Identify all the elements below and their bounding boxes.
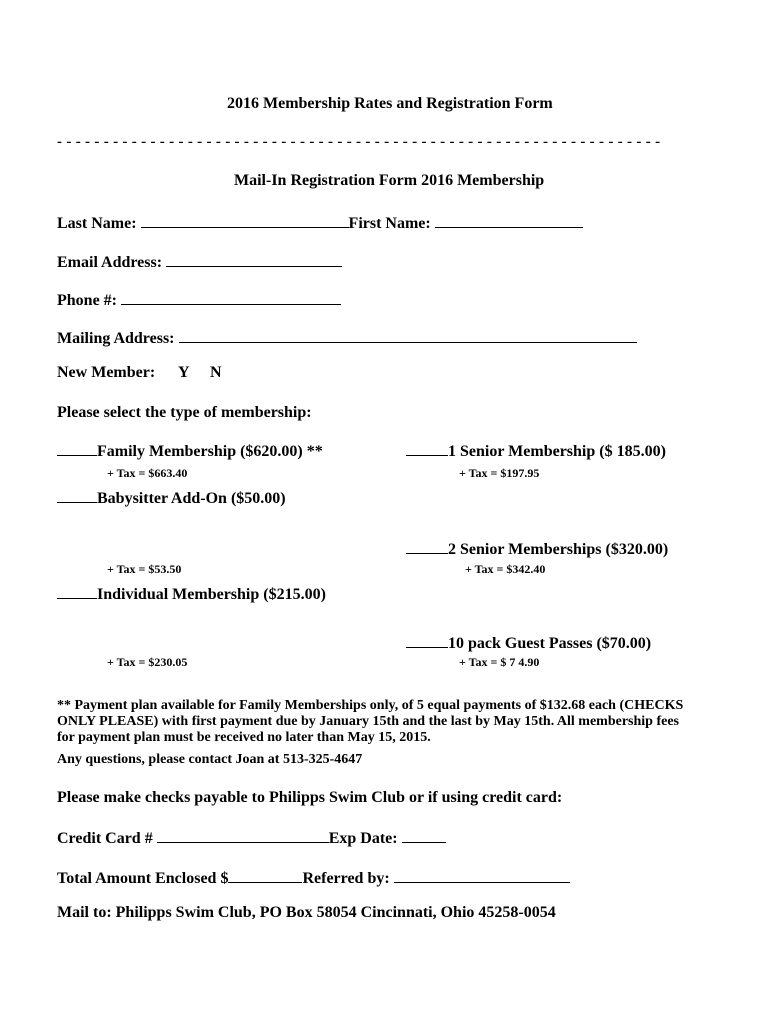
guest-tax: + Tax = $ 7 4.90 [459, 655, 540, 669]
total-label: Total Amount Enclosed $ [57, 870, 229, 887]
individual-checkbox[interactable] [57, 583, 97, 599]
email-field[interactable] [166, 251, 342, 267]
note-line-3: for payment plan must be received no later than May 15, 2015. [57, 730, 431, 745]
senior1-option [406, 440, 666, 461]
individual-option [57, 583, 326, 604]
phone-field[interactable] [121, 289, 341, 305]
form-subtitle: Mail-In Registration Form 2016 Membership [234, 172, 545, 189]
family-checkbox[interactable] [57, 440, 97, 456]
guest-checkbox[interactable] [406, 632, 448, 648]
senior2-option [406, 538, 668, 559]
last-name-field[interactable] [141, 212, 349, 228]
senior1-label: 1 Senior Membership ($ 185.00) [448, 443, 666, 460]
guest-option [406, 632, 651, 653]
email-label: Email Address: [57, 254, 167, 271]
email-row [57, 251, 342, 272]
note-line-2: ONLY PLEASE) with first payment due by January 15th and the last by May 15th. All membership fees [57, 714, 680, 729]
babysitter-label: Babysitter Add-On ($50.00) [97, 490, 286, 507]
family-option [57, 440, 323, 461]
last-name-label: Last Name: [57, 215, 141, 232]
mailing-label: Mailing Address: [57, 330, 179, 347]
referred-field[interactable] [394, 867, 570, 883]
babysitter-option [57, 487, 286, 508]
referred-label: Referred by: [302, 870, 394, 887]
phone-label: Phone #: [57, 292, 121, 309]
mailing-field[interactable] [179, 327, 637, 343]
first-name-label: First Name: [348, 215, 435, 232]
family-tax: + Tax = $663.40 [107, 466, 188, 480]
mail-to: Mail to: Philipps Swim Club, PO Box 58054 Cincinnati, Ohio 45258-0054 [57, 904, 556, 921]
senior1-tax: + Tax = $197.95 [459, 466, 540, 480]
credit-card-row [57, 827, 446, 848]
first-name-field[interactable] [435, 212, 583, 228]
babysitter-checkbox[interactable] [57, 487, 97, 503]
senior2-label: 2 Senior Memberships ($320.00) [448, 541, 669, 558]
exp-date-field[interactable] [402, 827, 446, 843]
total-row [57, 867, 570, 888]
exp-date-label: Exp Date: [328, 830, 402, 847]
form-title: 2016 Membership Rates and Registration Form [227, 95, 553, 112]
guest-label: 10 pack Guest Passes ($70.00) [448, 635, 652, 652]
individual-tax: + Tax = $230.05 [107, 655, 188, 669]
credit-card-label: Credit Card # [57, 830, 157, 847]
mailing-row [57, 327, 637, 348]
senior2-tax: + Tax = $342.40 [465, 562, 546, 576]
payable-line: Please make checks payable to Philipps Swim Club or if using credit card: [57, 789, 563, 806]
babysitter-tax: + Tax = $53.50 [107, 562, 182, 576]
senior2-checkbox[interactable] [406, 538, 448, 554]
credit-card-field[interactable] [157, 827, 329, 843]
note-line-1: ** Payment plan available for Family Memberships only, of 5 equal payments of $132.68 each (CHECKS [57, 698, 684, 713]
total-field[interactable] [228, 867, 302, 883]
individual-label: Individual Membership ($215.00) [97, 586, 326, 603]
phone-row [57, 289, 341, 310]
contact-line: Any questions, please contact Joan at 513-325-4647 [57, 752, 363, 767]
divider: - - - - - - - - - - - - - - - - - - - - - - - - - - - - - - - - - - - - - - - - - - - - - - - - - - - - - - - - - - - - - - - - - [57, 134, 661, 150]
new-member-yes[interactable]: Y [178, 364, 190, 381]
new-member-label: New Member: [57, 364, 156, 381]
name-row [57, 212, 583, 233]
select-prompt: Please select the type of membership: [57, 404, 312, 421]
family-label: Family Membership ($620.00) ** [97, 443, 323, 460]
new-member-no[interactable]: N [210, 364, 222, 381]
senior1-checkbox[interactable] [406, 440, 448, 456]
